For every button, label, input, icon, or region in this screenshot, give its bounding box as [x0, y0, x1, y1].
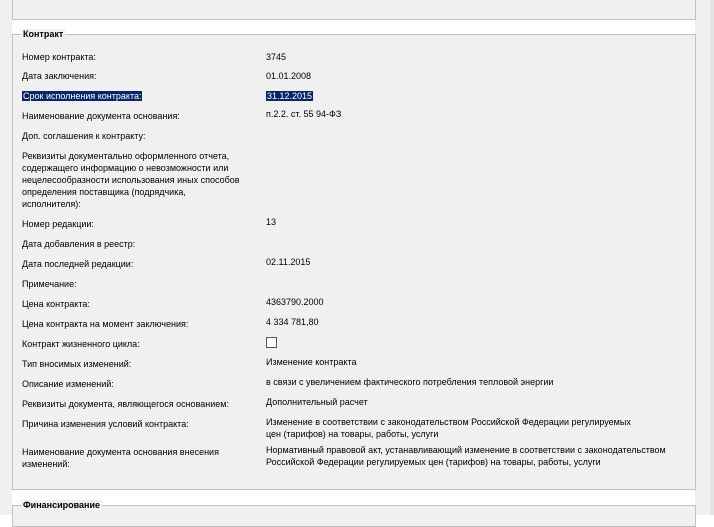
label-additional-agreements: Доп. соглашения к контракту:: [22, 131, 146, 141]
label-basis-document: Наименование документа основания:: [22, 111, 180, 121]
label-contract-number: Номер контракта:: [22, 52, 96, 62]
contacts-section: [12, 0, 696, 20]
value-execution-term: [266, 90, 686, 102]
contract-legend: Контракт: [23, 29, 64, 39]
label-conclusion-date: Дата заключения:: [22, 71, 97, 81]
value-change-type: Изменение контракта: [266, 357, 357, 367]
right-background: [695, 0, 710, 515]
label-initial-price: Цена контракта на момент заключения:: [22, 319, 189, 329]
selected-label-text[interactable]: Срок исполнения контракта:: [23, 91, 142, 101]
label-basis-requisites: Реквизиты документа, являющегося основанием:: [22, 399, 229, 409]
label-change-type: Тип вносимых изменений:: [22, 359, 132, 369]
label-change-reason: Причина изменения условий контракта:: [22, 419, 189, 429]
value-initial-price: 4 334 781,80: [266, 317, 319, 327]
label-note: Примечание:: [22, 279, 77, 289]
label-registry-date: Дата добавления в реестр:: [22, 239, 136, 249]
financing-legend: Финансирование: [23, 500, 101, 510]
label-execution-term: [22, 90, 262, 102]
value-change-basis-document: Нормативный правовой акт, устанавливающий изменение в соответствии с законодательством Российской Федерации регулируемых цен (тарифов) на товары, работы, услуги: [266, 445, 666, 467]
value-change-description: в связи с увеличением фактического потребления тепловой энергии: [266, 377, 554, 387]
label-change-basis-document: Наименование документа основания внесения изменений:: [22, 447, 219, 469]
financing-section: [12, 500, 696, 527]
value-contract-number: 3745: [266, 52, 287, 62]
right-edge: [710, 0, 714, 515]
value-change-reason: Изменение в соответствии с законодательством Российской Федерации регулируемых цен (тарифов) на товары, работы, услуги: [266, 417, 631, 439]
contract-section: [12, 29, 696, 490]
label-change-description: Описание изменений:: [22, 379, 114, 389]
life-cycle-checkbox[interactable]: [266, 337, 277, 348]
label-life-cycle: Контракт жизненного цикла:: [22, 339, 140, 349]
value-conclusion-date: 01.01.2008: [266, 71, 312, 81]
selected-value-text[interactable]: 31.12.2015: [267, 91, 313, 101]
value-basis-requisites: Дополнительный расчет: [266, 397, 368, 407]
value-revision-number: 13: [266, 217, 277, 227]
label-last-revision-date: Дата последней редакции:: [22, 259, 134, 269]
value-contract-price: 4363790.2000: [266, 297, 324, 307]
label-contract-price: Цена контракта:: [22, 299, 90, 309]
label-report-requisites: Реквизиты документально оформленного отчета, содержащего информацию о невозможности или нецелесообразности использования иных способов определения поставщика (подрядчика, исполнителя):: [22, 151, 240, 209]
value-basis-document: п.2.2. ст. 55 94-ФЗ: [266, 109, 342, 119]
left-background: [0, 0, 12, 515]
value-last-revision-date: 02.11.2015: [266, 257, 311, 267]
label-revision-number: Номер редакции:: [22, 219, 94, 229]
